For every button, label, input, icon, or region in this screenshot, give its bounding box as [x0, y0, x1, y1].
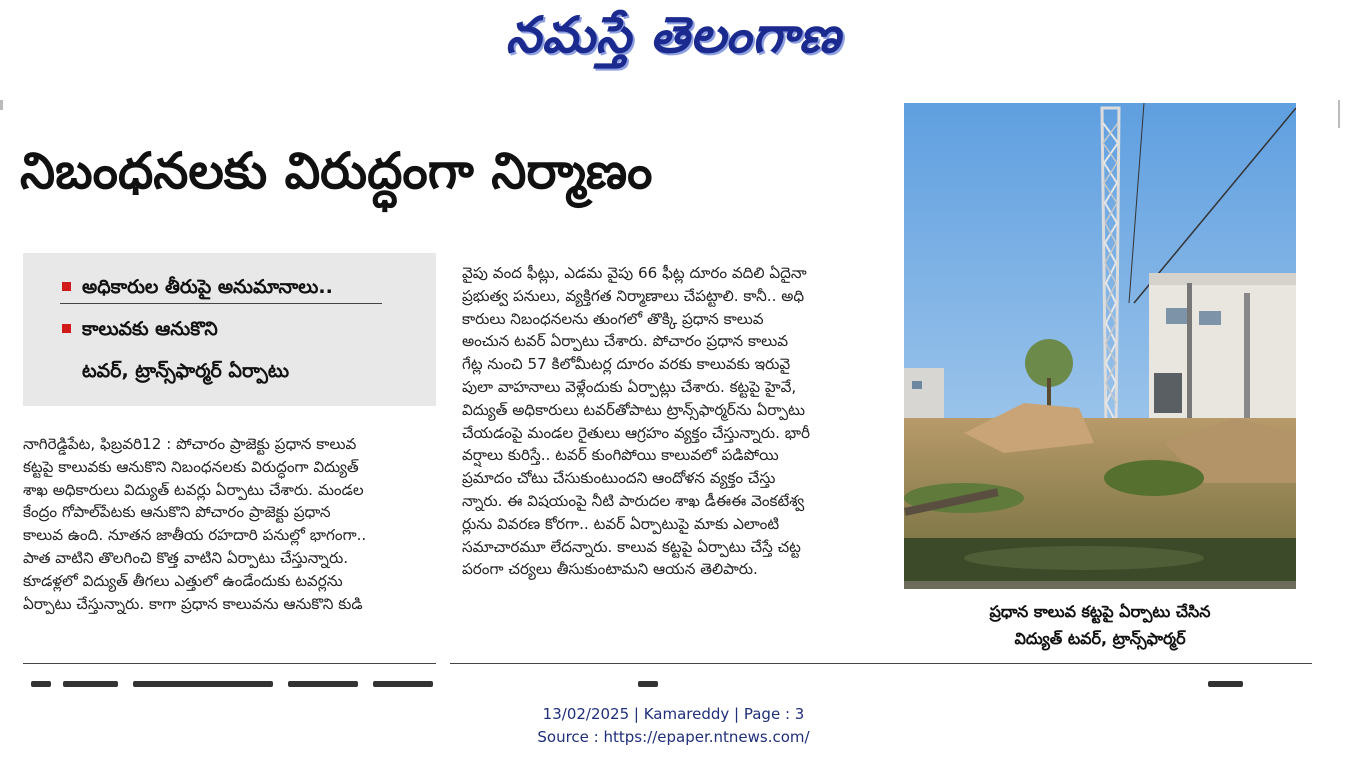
text-line: కారులు నిబంధనలను తుంగలో తొక్కి ప్రధాన కాలువ: [462, 309, 764, 328]
text-line: న్నారు. ఈ విషయంపై నీటి పారుదల శాఖ డీఈఈ వెంకటేశ్వ: [462, 491, 805, 510]
text-line: కేంద్రం గోపాల్‌పేటకు ఆనుకొని పోచారం ప్రాజెక్టు ప్రధాన: [23, 503, 331, 522]
bullet-icon: [62, 324, 71, 333]
divider: [1338, 100, 1340, 128]
subhead-text: టవర్, ట్రాన్స్‌ఫార్మర్ ఏర్పాటు: [82, 360, 290, 382]
newspaper-logo: నమస్తే తెలంగాణ: [505, 6, 842, 64]
text-line: సమాచారమూ లేదన్నారు. కాలువ కట్టపై ఏర్పాటు చేస్తే చట్ట: [462, 537, 801, 556]
masthead: [0, 0, 1347, 75]
article-headline: నిబంధనలకు విరుద్ధంగా నిర్మాణం: [20, 142, 653, 200]
text-line: ర్లును వివరణ కోరగా.. టవర్ ఏర్పాటుపై మాకు ఎలాంటి: [462, 514, 780, 533]
text-line: నాగిరెడ్డిపేట, ఫిబ్రవరి12 : పోచారం ప్రాజెక్టు ప్రధాన కాలువ: [23, 435, 357, 453]
tower-photo-illustration: [904, 103, 1296, 589]
text-line: కట్టపై కాలువకు ఆనుకొని నిబంధనలకు విరుద్ధంగా విద్యుత్: [23, 457, 359, 476]
article-column-left: [23, 433, 436, 615]
subhead-text: కాలువకు ఆనుకొని: [82, 318, 218, 340]
text-line: ప్రభుత్వ పనులు, వ్యక్తిగత నిర్మాణాలు చేపట్టాలి. కానీ.. అధి: [462, 286, 805, 305]
footer-source-link[interactable]: Source : https://epaper.ntnews.com/: [537, 728, 810, 746]
photo-caption: [904, 598, 1296, 652]
text-line: గేట్ల నుంచి 57 కిలోమీటర్ల దూరం వరకు కాలువకు ఇరువై: [462, 355, 791, 374]
footer-date-edition-page: 13/02/2025 | Kamareddy | Page : 3: [542, 705, 805, 723]
text-line: ఏర్పాటు చేస్తున్నారు. కాగా ప్రధాన కాలువను ఆనుకొని కుడి: [23, 594, 363, 613]
text-line: ప్రమాదం చోటు చేసుకుంటుందని ఆందోళన వ్యక్తం చేస్తు: [462, 469, 776, 488]
text-line: కాలువ ఉంది. నూతన జాతీయ రహదారి పనుల్లో భాగంగా..: [23, 526, 367, 545]
text-line: వైపు వంద ఫీట్లు, ఎడమ వైపు 66 ఫీట్ల దూరం వదిలి ఏదైనా: [462, 264, 807, 282]
divider: [23, 663, 436, 664]
article-column-middle: [462, 262, 874, 581]
text-line: పాత వాటిని తొలగించి కొత్త వాటిని ఏర్పాటు చేస్తున్నారు.: [23, 548, 349, 567]
subhead-text: అధికారుల తీరుపై అనుమానాలు..: [82, 276, 333, 298]
text-line: శాఖ అధికారులు విద్యుత్ టవర్లు ఏర్పాటు చేశారు. మండల: [23, 480, 364, 499]
text-line: కూడళ్లలో విద్యుత్ తీగలు ఎత్తులో ఉండేందుకు టవర్లను: [23, 571, 343, 590]
text-line: పరంగా చర్యలు తీసుకుంటామని ఆయన తెలిపారు.: [462, 560, 758, 579]
divider: [0, 100, 3, 110]
caption-line: విద్యుత్ టవర్, ట్రాన్స్‌ఫార్మర్: [1014, 629, 1186, 648]
text-line: పులా వాహనాలు వెళ్లేందుకు ఏర్పాట్లు చేశారు. కట్టపై హైవే,: [462, 377, 797, 396]
text-line: చేయడంపై మండల రైతులు ఆగ్రహం వ్యక్తం చేస్తున్నారు. భారీ: [462, 423, 811, 442]
article-photo: [904, 103, 1296, 589]
divider: [60, 303, 382, 304]
bullet-icon: [62, 282, 71, 291]
page-footer: [0, 703, 1347, 749]
text-line: వర్షాలు కురిస్తే.. టవర్ కుంగిపోయి కాలువలో పడిపోయి: [462, 446, 779, 465]
text-line: అంచున టవర్ ఏర్పాటు చేశారు. పోచారం ప్రధాన కాలువ: [462, 332, 789, 351]
cropped-next-article-text: [23, 679, 1313, 687]
text-line: విద్యుత్ అధికారులు టవర్‌తోపాటు ట్రాన్స్‌ఫార్మర్‌ను ఏర్పాటు: [462, 400, 805, 419]
divider: [450, 663, 1312, 664]
caption-line: ప్రధాన కాలువ కట్టపై ఏర్పాటు చేసిన: [989, 602, 1211, 621]
